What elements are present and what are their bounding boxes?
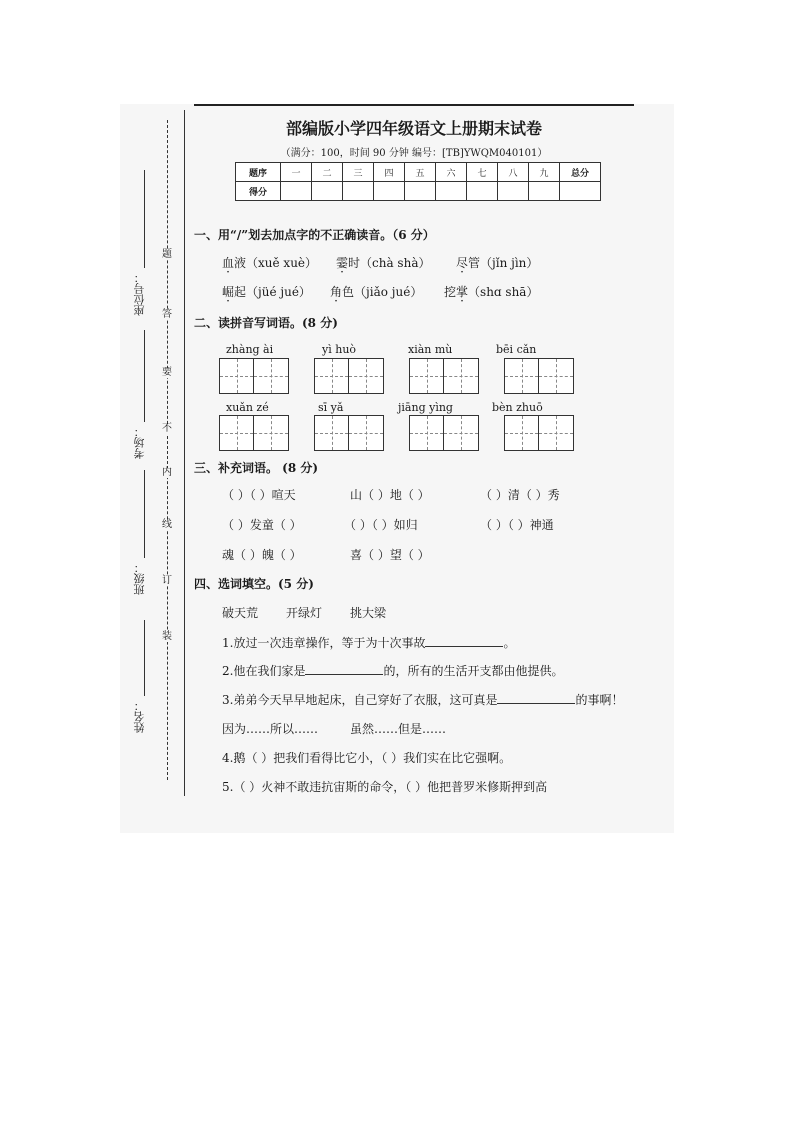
idiom-item[interactable]: （ ）（ ）喧天 bbox=[222, 488, 296, 502]
idiom-item[interactable]: （ ）发童（ ） bbox=[222, 518, 302, 532]
binding-solid-line bbox=[184, 110, 185, 796]
writing-grid[interactable] bbox=[409, 358, 479, 394]
pronunciation-item: 挖掌（shɑ shā） bbox=[444, 285, 539, 299]
connective-option: 虽然……但是…… bbox=[350, 722, 447, 736]
section4-heading: 四、选词填空。(5 分) bbox=[194, 577, 314, 591]
writing-grid[interactable] bbox=[504, 415, 574, 451]
score-header-cell: 题序 bbox=[236, 163, 281, 182]
pronunciation-item: 血液（xuě xuè） bbox=[222, 256, 318, 270]
idiom-item[interactable]: （ ）（ ）神通 bbox=[480, 518, 554, 532]
exam-subtitle: （满分：100，时间 90 分钟 编号：[TB]YWQM040101） bbox=[280, 148, 548, 159]
score-header-cell: 八 bbox=[498, 163, 529, 182]
question-4[interactable]: 4.鹅（ ）把我们看得比它小，（ ）我们实在比它强啊。 bbox=[222, 751, 512, 765]
section3-heading: 三、补充词语。 (8 分) bbox=[194, 461, 319, 475]
writing-grid[interactable] bbox=[314, 358, 384, 394]
score-cell[interactable] bbox=[281, 182, 312, 201]
writing-grid[interactable] bbox=[219, 358, 289, 394]
score-cell[interactable] bbox=[467, 182, 498, 201]
question-1: 1.放过一次违章操作，等于为十次事故 。 bbox=[222, 636, 516, 650]
seat-label: 座位号： bbox=[133, 272, 146, 316]
seat-underline bbox=[144, 170, 145, 268]
question-2: 2.他在我们家是 的，所有的生活开支都由他提供。 bbox=[222, 664, 564, 678]
exam-title: 部编版小学四年级语文上册期末试卷 bbox=[285, 119, 542, 138]
side-mark: 线 bbox=[162, 519, 172, 530]
pinyin-label: sī yǎ bbox=[318, 401, 344, 414]
score-header-cell: 七 bbox=[467, 163, 498, 182]
score-row-label: 得分 bbox=[236, 182, 281, 201]
word-option: 破天荒 bbox=[222, 606, 259, 620]
score-header-cell: 六 bbox=[436, 163, 467, 182]
score-table bbox=[235, 162, 601, 201]
score-header-cell: 总分 bbox=[560, 163, 601, 182]
binding-dashed-line bbox=[167, 120, 168, 780]
idiom-item[interactable]: 魂（ ）魄（ ） bbox=[222, 548, 302, 562]
word-option: 挑大梁 bbox=[350, 606, 387, 620]
score-header-cell: 二 bbox=[312, 163, 343, 182]
name-label: 姓名： bbox=[133, 700, 146, 733]
connective-option: 因为……所以…… bbox=[222, 722, 319, 736]
name-underline bbox=[144, 620, 145, 696]
idiom-item[interactable]: （ ）（ ）如归 bbox=[344, 518, 418, 532]
score-cell[interactable] bbox=[343, 182, 374, 201]
answer-blank[interactable] bbox=[425, 634, 503, 647]
score-cell[interactable] bbox=[374, 182, 405, 201]
pinyin-label: xiàn mù bbox=[408, 343, 453, 356]
score-cell[interactable] bbox=[436, 182, 467, 201]
pinyin-label: bēi cǎn bbox=[496, 343, 537, 356]
side-mark: 装 bbox=[162, 631, 172, 642]
side-mark: 要 bbox=[162, 367, 172, 378]
answer-blank[interactable] bbox=[497, 691, 575, 704]
side-mark: 题 bbox=[162, 249, 172, 260]
pinyin-label: jiāng yìng bbox=[398, 401, 453, 414]
score-header-cell: 三 bbox=[343, 163, 374, 182]
score-cell[interactable] bbox=[498, 182, 529, 201]
side-mark: 内 bbox=[162, 467, 172, 478]
word-option: 开绿灯 bbox=[286, 606, 323, 620]
pronunciation-item: 角色（jiǎo jué） bbox=[330, 285, 423, 299]
pinyin-label: xuǎn zé bbox=[226, 401, 269, 414]
class-label: 班级： bbox=[133, 562, 146, 595]
idiom-item[interactable]: （ ）清（ ）秀 bbox=[480, 488, 560, 502]
score-value-row bbox=[236, 182, 601, 201]
writing-grid[interactable] bbox=[219, 415, 289, 451]
class-underline bbox=[144, 470, 145, 558]
score-cell[interactable] bbox=[529, 182, 560, 201]
score-header-cell: 四 bbox=[374, 163, 405, 182]
question-3: 3.弟弟今天早早地起床，自己穿好了衣服，这可真是 的事啊！ bbox=[222, 693, 624, 707]
room-underline bbox=[144, 330, 145, 422]
writing-grid[interactable] bbox=[314, 415, 384, 451]
room-label: 考场： bbox=[133, 426, 146, 459]
idiom-item[interactable]: 喜（ ）望（ ） bbox=[350, 548, 430, 562]
pinyin-label: bèn zhuō bbox=[492, 401, 543, 414]
top-rule bbox=[194, 104, 634, 106]
pronunciation-item: 霎时（chà shà） bbox=[336, 256, 431, 270]
side-mark: 答 bbox=[162, 309, 172, 320]
section1-heading: 一、用“/”划去加点字的不正确读音。（6 分） bbox=[194, 228, 435, 242]
score-cell[interactable] bbox=[312, 182, 343, 201]
section2-heading: 二、读拼音写词语。(8 分) bbox=[194, 316, 338, 330]
answer-blank[interactable] bbox=[305, 662, 383, 675]
side-mark: 不 bbox=[162, 423, 172, 434]
pinyin-label: yì huò bbox=[322, 343, 357, 356]
writing-grid[interactable] bbox=[504, 358, 574, 394]
score-header-cell: 一 bbox=[281, 163, 312, 182]
pronunciation-item: 崛起（jüé jué） bbox=[222, 285, 311, 299]
score-cell[interactable] bbox=[405, 182, 436, 201]
writing-grid[interactable] bbox=[409, 415, 479, 451]
pinyin-label: zhàng ài bbox=[226, 343, 274, 356]
pronunciation-item: 尽管（jǐn jìn） bbox=[456, 256, 539, 270]
question-5[interactable]: 5.（ ）火神不敢违抗宙斯的命令，（ ）他把普罗米修斯押到高 bbox=[222, 780, 548, 794]
side-mark: 订 bbox=[162, 575, 172, 586]
score-header-row bbox=[236, 163, 601, 182]
score-header-cell: 五 bbox=[405, 163, 436, 182]
idiom-item[interactable]: 山（ ）地（ ） bbox=[350, 488, 430, 502]
score-cell[interactable] bbox=[560, 182, 601, 201]
score-header-cell: 九 bbox=[529, 163, 560, 182]
